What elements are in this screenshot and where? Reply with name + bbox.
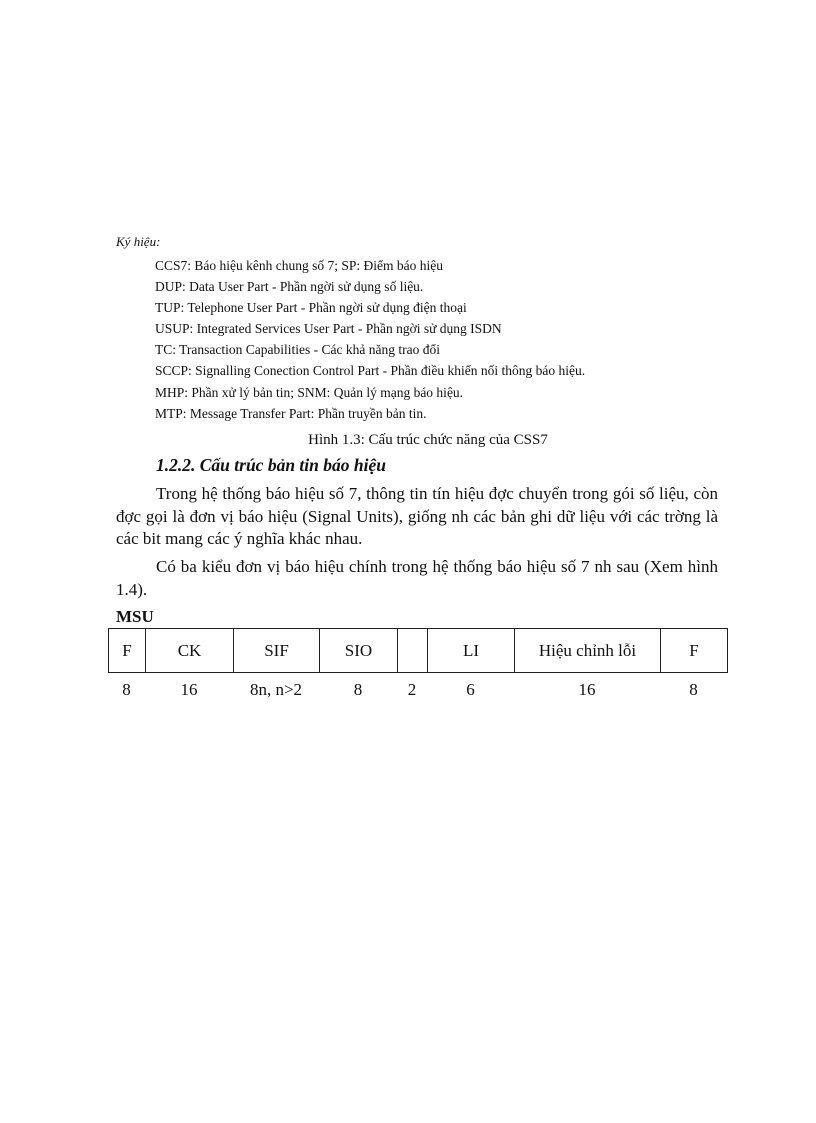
bit-length: 6 [466, 680, 475, 699]
msu-field-cell: SIF [234, 629, 320, 673]
body-paragraph: Trong hệ thống báo hiệu số 7, thông tin tín hiệu đợc chuyển trong gói số liệu, còn đợc gọi là đơn vị báo hiệu (Signal Units), giống nh các bản ghi dữ liệu với các trờng là các bit mang các ý nghĩa khác nhau. [116, 484, 718, 548]
bit-length: 16 [578, 680, 596, 699]
msu-field-cell [398, 629, 428, 673]
legend-item: TC: Transaction Capabilities - Các khả năng trao đổi [155, 342, 440, 358]
legend-item: CCS7: Báo hiệu kênh chung số 7; SP: Điểm báo hiệu [155, 258, 443, 273]
bit-length: 16 [180, 680, 198, 699]
legend-title: Ký hiệu: [116, 234, 161, 249]
legend-item: USUP: Integrated Services User Part - Phần ngời sử dụng ISDN [155, 321, 502, 337]
bit-length: 2 [407, 680, 417, 699]
legend-item: TUP: Telephone User Part - Phần ngời sử dụng điện thoại [155, 300, 467, 316]
msu-frame-table [108, 628, 728, 673]
bit-length: 8n, n>2 [249, 680, 303, 699]
legend-item: SCCP: Signalling Conection Control Part - Phần điều khiển nối thông báo hiệu. [155, 363, 586, 379]
bit-length: 8 [689, 680, 698, 699]
msu-field-cell: F [109, 629, 146, 673]
legend-item: MHP: Phần xử lý bản tin; SNM: Quản lý mạng báo hiệu. [155, 384, 464, 400]
bit-length: 8 [122, 680, 131, 699]
msu-field-cell: LI [428, 629, 515, 673]
legend-item: MTP: Message Transfer Part: Phần truyền bản tin. [155, 405, 427, 421]
msu-field-cell: Hiệu chỉnh lỗi [515, 629, 661, 673]
msu-field-cell: SIO [320, 629, 398, 673]
msu-field-row [109, 629, 728, 673]
legend-item: DUP: Data User Part - Phần ngời sử dụng số liệu. [155, 279, 424, 295]
bit-length: 8 [353, 680, 363, 699]
section-heading: 1.2.2. Cấu trúc bản tin báo hiệu [156, 455, 386, 475]
msu-field-cell: F [661, 629, 728, 673]
figure-caption: Hình 1.3: Cấu trúc chức năng của CSS7 [308, 432, 548, 448]
msu-label: MSU [116, 607, 154, 626]
msu-field-cell: CK [146, 629, 234, 673]
legend-list [155, 255, 585, 424]
msu-bit-lengths [108, 680, 727, 700]
body-paragraph: Có ba kiểu đơn vị báo hiệu chính trong hệ thống báo hiệu số 7 nh sau (Xem hình 1.4). [116, 557, 718, 599]
